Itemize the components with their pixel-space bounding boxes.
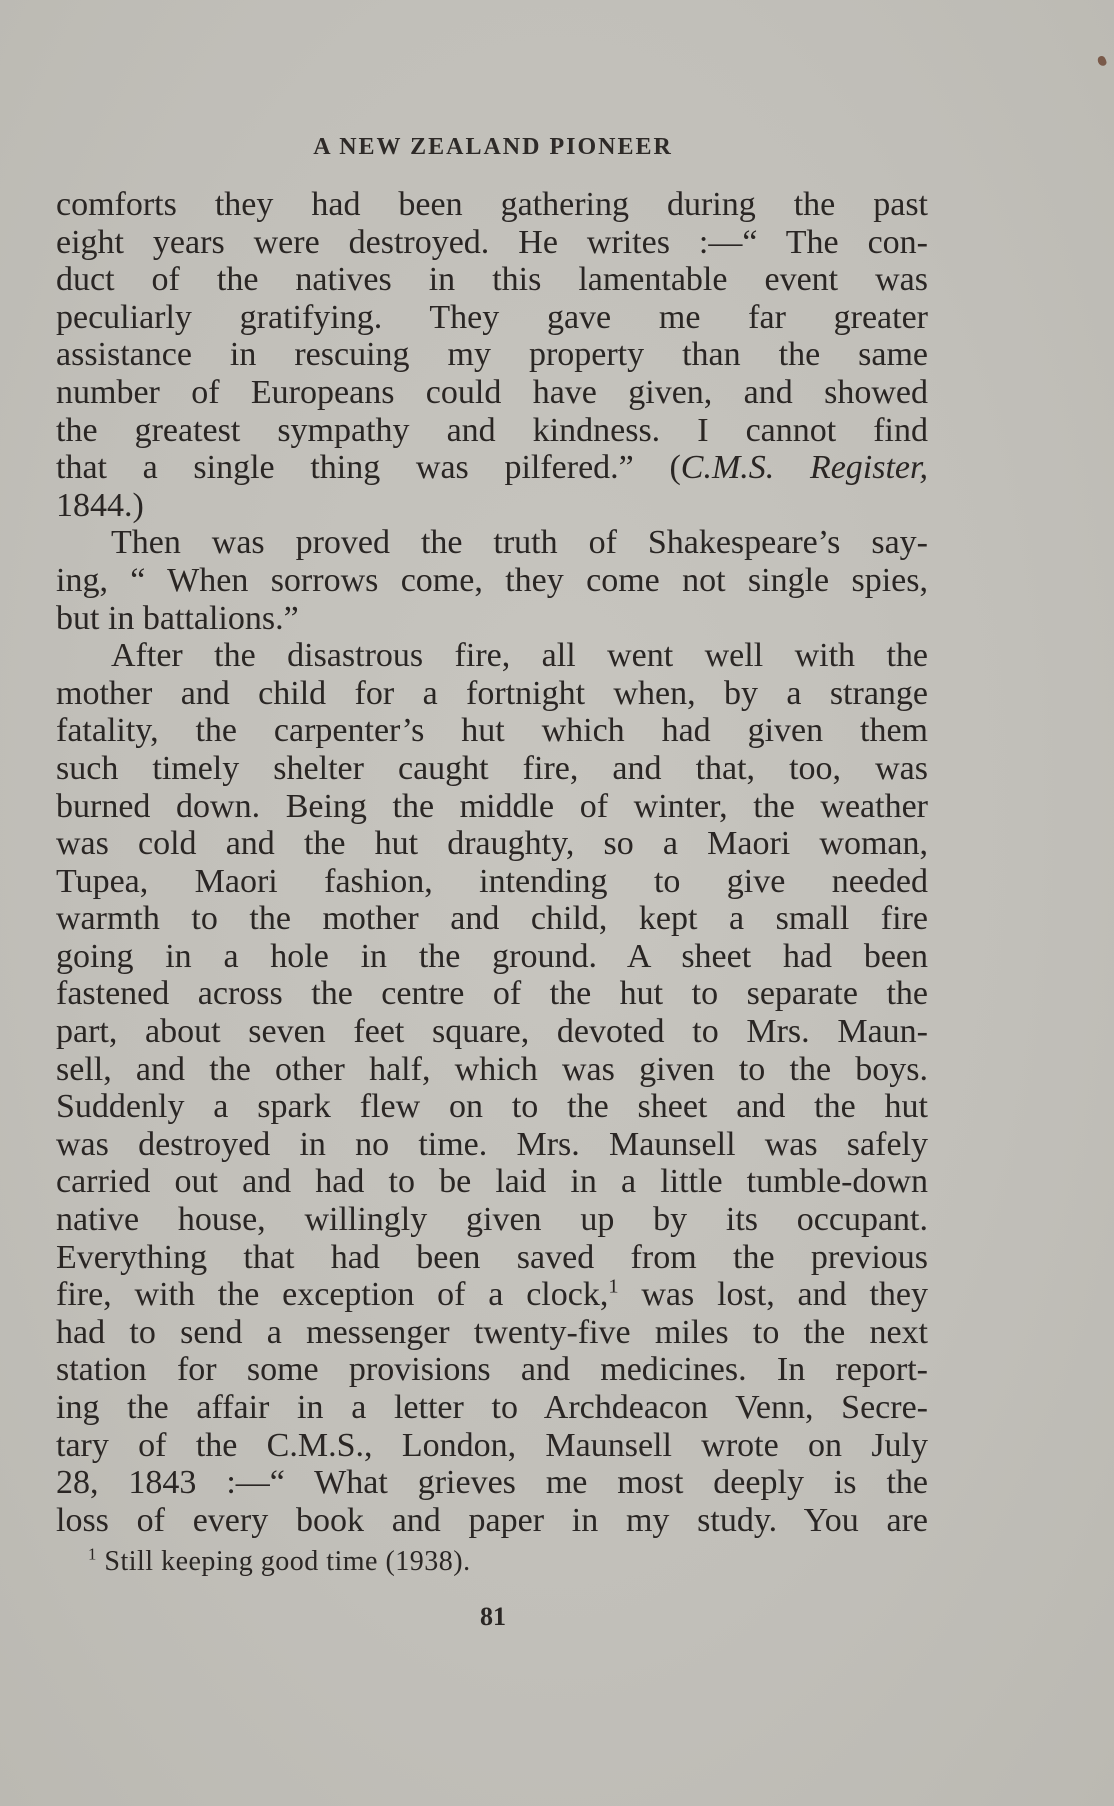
- text-segment: fire, with the exception of a clock,: [56, 1276, 609, 1314]
- text-line: Tupea, Maori fashion, intending to give needed: [56, 862, 928, 900]
- text-segment: was lost, and they: [618, 1276, 928, 1314]
- paragraph-start-line: Then was proved the truth of Shakespeare’s say-: [111, 524, 928, 562]
- text-line: duct of the natives in this lamentable event was: [56, 261, 928, 299]
- text-line: native house, willingly given up by its occupant.: [56, 1201, 928, 1239]
- text-line: ing the affair in a letter to Archdeacon Venn, Secre-: [56, 1389, 928, 1426]
- text-line: the greatest sympathy and kindness. I cannot find: [56, 411, 928, 449]
- text-line: such timely shelter caught fire, and that, too, was: [56, 749, 928, 787]
- page-blemish: [1097, 55, 1108, 67]
- text-line: loss of every book and paper in my study. You are: [56, 1501, 928, 1539]
- citation-title: C.M.S. Register,: [680, 449, 928, 487]
- text-line: was cold and the hut draughty, so a Maori woman,: [56, 825, 928, 863]
- footnote: [88, 1546, 471, 1578]
- body-text: [56, 186, 928, 1539]
- text-line: was destroyed in no time. Mrs. Maunsell was safely: [56, 1125, 928, 1163]
- text-line: peculiarly gratifying. They gave me far greater: [56, 298, 928, 336]
- text-line: ing, “ When sorrows come, they come not single spies,: [56, 561, 928, 599]
- text-line: [56, 1276, 928, 1314]
- text-segment: that a single thing was pilfered.” (: [56, 449, 681, 487]
- text-line: assistance in rescuing my property than the same: [56, 336, 928, 374]
- running-head: A NEW ZEALAND PIONEER: [313, 134, 673, 160]
- text-line: fatality, the carpenter’s hut which had given them: [56, 712, 928, 750]
- paragraph-start-line: After the disastrous fire, all went well with the: [111, 637, 928, 675]
- text-line: eight years were destroyed. He writes :—“ The con-: [56, 223, 928, 261]
- footnote-reference: 1: [608, 1275, 619, 1298]
- text-line: had to send a messenger twenty-five miles to the next: [56, 1313, 928, 1351]
- footnote-marker: 1: [88, 1544, 97, 1564]
- text-line: Suddenly a spark flew on to the sheet and the hut: [56, 1088, 928, 1126]
- text-line: but in battalions.”: [56, 599, 299, 637]
- text-line: Everything that had been saved from the previous: [56, 1238, 928, 1276]
- text-line: mother and child for a fortnight when, by a strange: [56, 674, 928, 712]
- text-line: going in a hole in the ground. A sheet had been: [56, 937, 928, 975]
- text-line: sell, and the other half, which was given to the boys.: [56, 1050, 928, 1088]
- text-line: number of Europeans could have given, and showed: [56, 373, 928, 411]
- text-line: burned down. Being the middle of winter, the weather: [56, 787, 928, 825]
- text-line: 1844.): [56, 486, 144, 524]
- text-line: part, about seven feet square, devoted to Mrs. Maun-: [56, 1013, 928, 1051]
- text-line: comforts they had been gathering during the past: [56, 186, 928, 223]
- text-line: warmth to the mother and child, kept a small fire: [56, 900, 928, 938]
- text-line: tary of the C.M.S., London, Maunsell wrote on July: [56, 1426, 928, 1464]
- footnote-text: Still keeping good time (1938).: [104, 1546, 471, 1577]
- text-line: fastened across the centre of the hut to separate the: [56, 975, 928, 1013]
- text-line: [56, 449, 928, 487]
- text-line: 28, 1843 :—“ What grieves me most deeply is the: [56, 1464, 928, 1502]
- page-number: 81: [480, 1602, 506, 1631]
- text-line: station for some provisions and medicines. In report-: [56, 1351, 928, 1389]
- text-line: carried out and had to be laid in a little tumble-down: [56, 1163, 928, 1201]
